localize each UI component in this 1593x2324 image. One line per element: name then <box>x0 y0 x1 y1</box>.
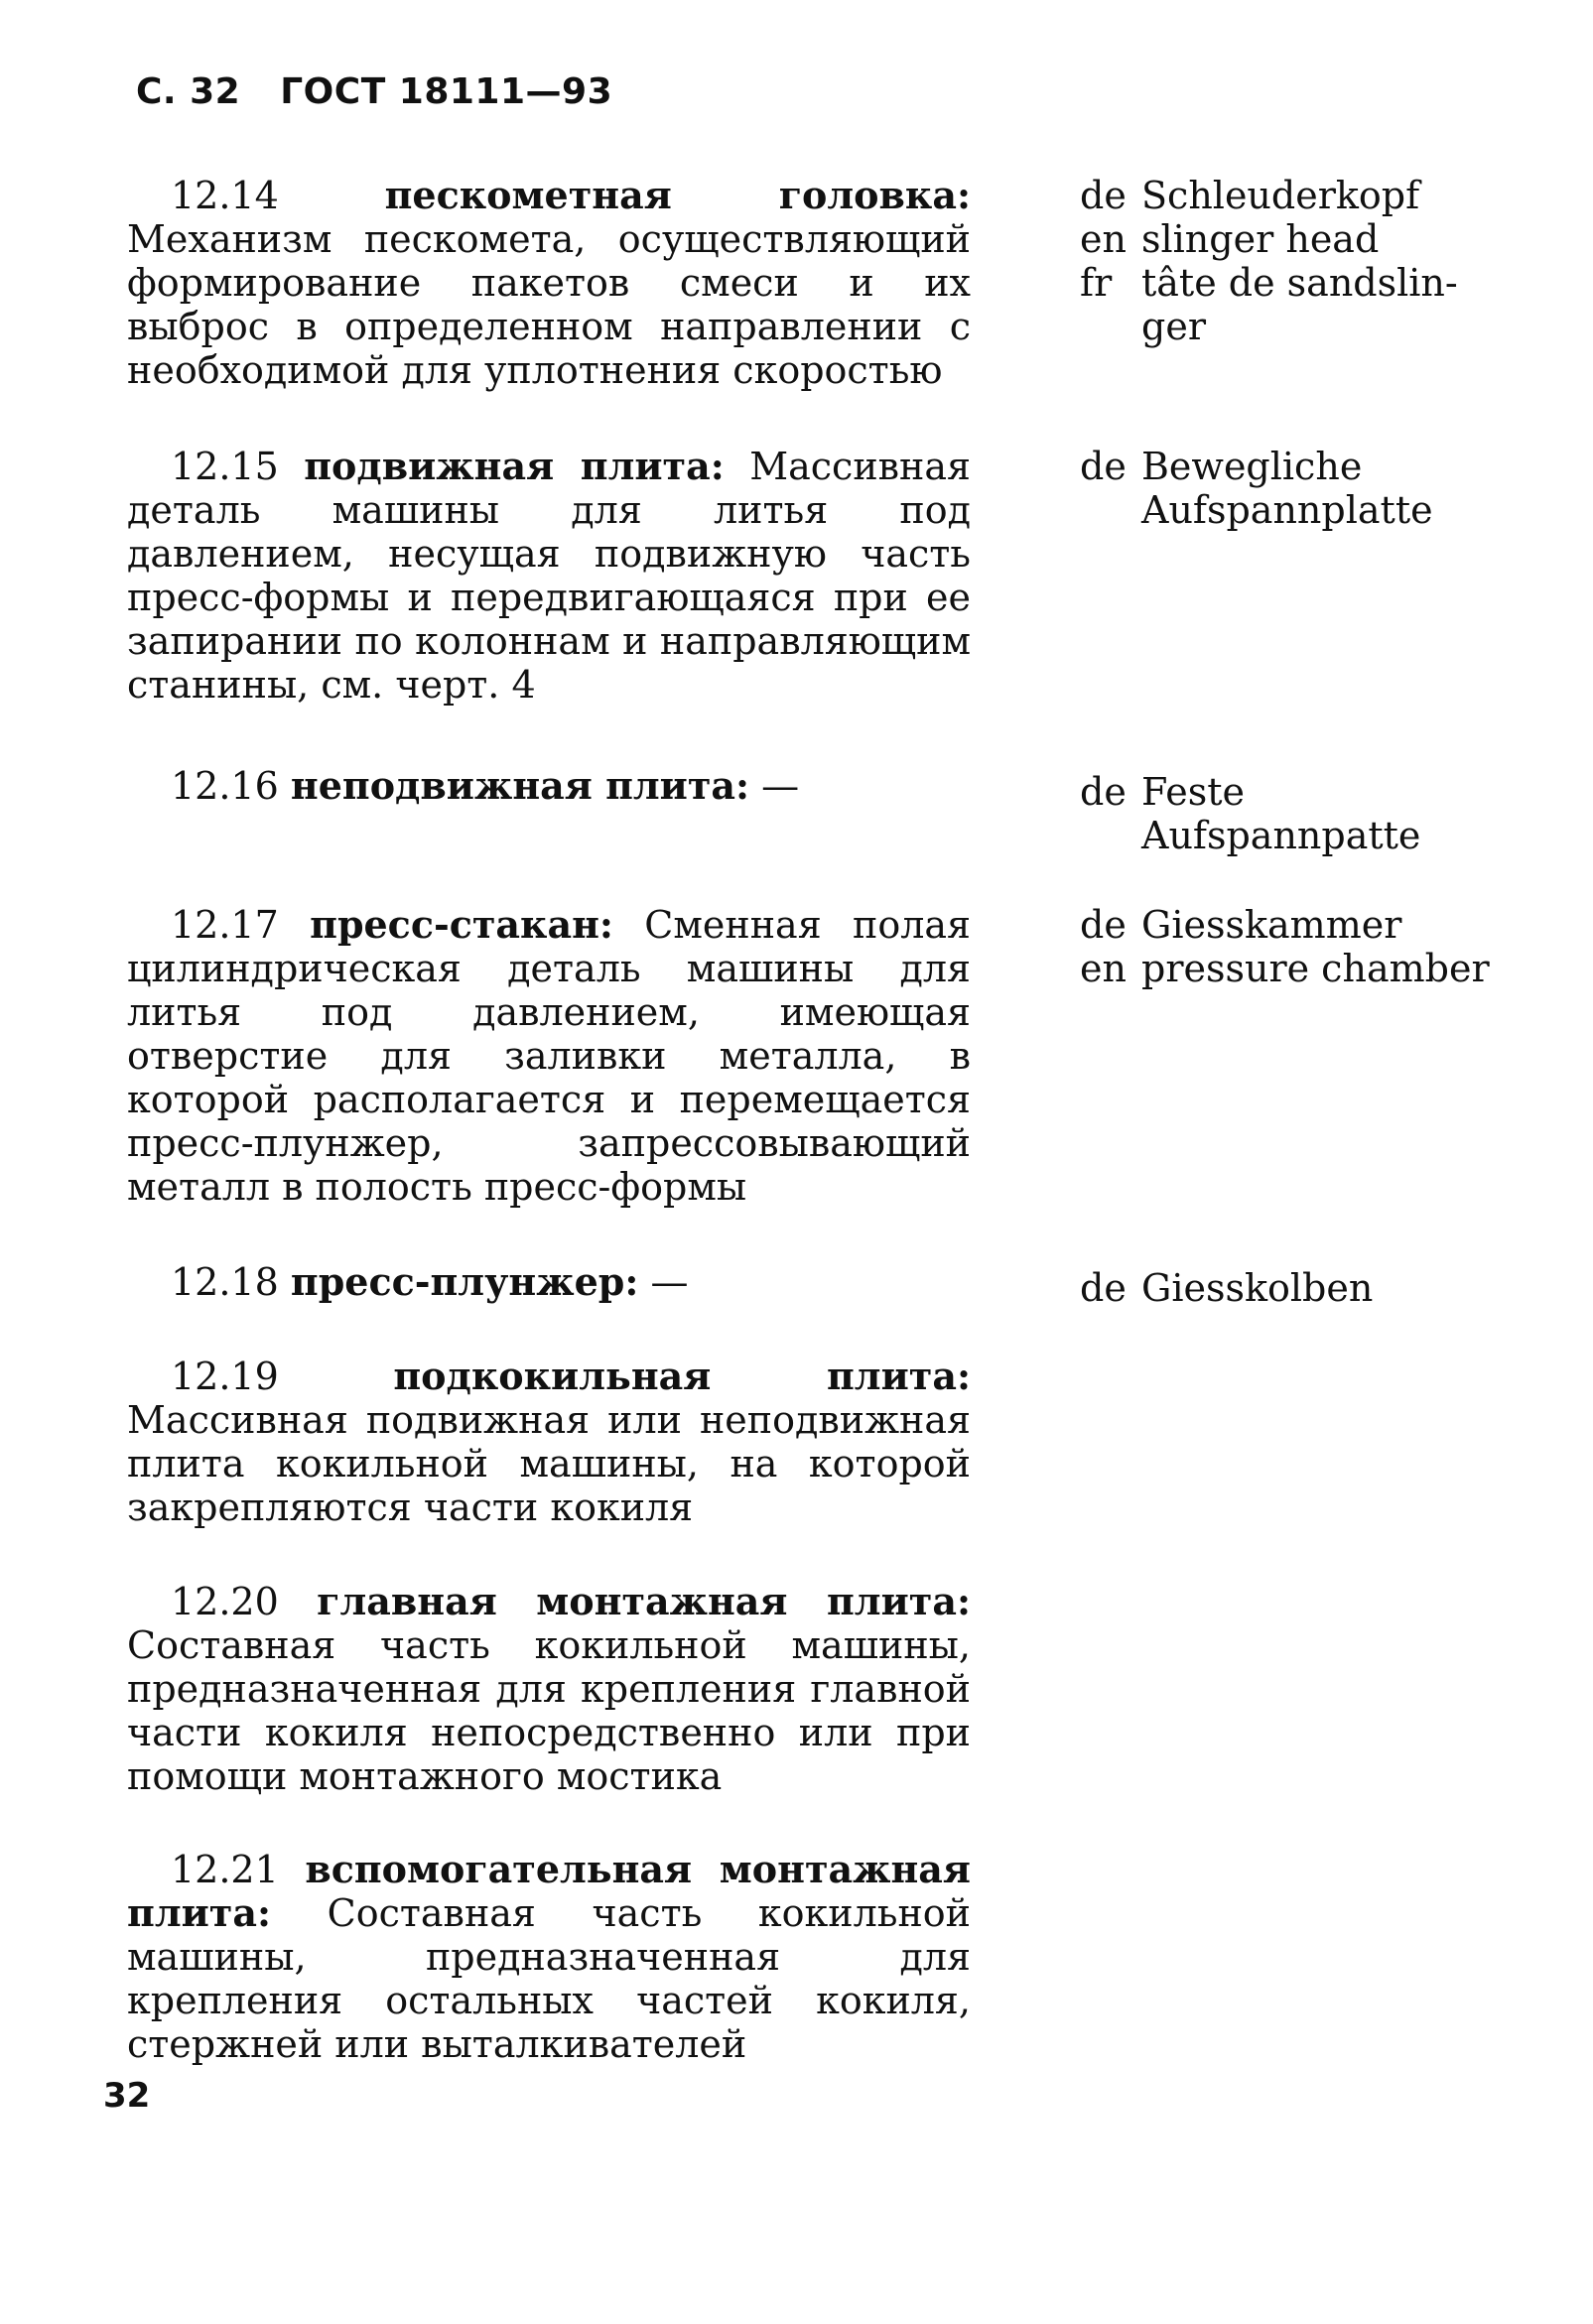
language-code: en <box>1080 947 1127 990</box>
equivalent-row <box>1080 217 1536 261</box>
definition-text: Составная часть кокильной машины, предназначенная для крепления остальных частей кокиля, стержней или выталкивателей <box>127 1891 971 2066</box>
equivalent-row <box>1080 947 1536 990</box>
language-code: fr <box>1080 261 1113 305</box>
term-name: главная монтажная плита: <box>317 1579 971 1623</box>
term-name: пресс-плунжер: <box>290 1259 639 1304</box>
foreign-equivalents <box>1080 1266 1536 1310</box>
equivalent-row <box>1080 261 1536 305</box>
foreign-equivalents <box>1080 903 1536 990</box>
term-number: 12.19 <box>171 1355 279 1398</box>
term-definition <box>127 1355 971 1529</box>
definition-text: Механизм пескомета, осуществляющий формирование пакетов смеси и их выброс в определенном направлении с необходимой для уплотнения скоростью <box>127 217 971 392</box>
term-number: 12.14 <box>171 174 279 217</box>
equivalent-term: Aufspannpatte <box>1141 814 1421 857</box>
equivalent-term: ger <box>1141 305 1206 348</box>
term-number: 12.16 <box>171 764 279 808</box>
equivalent-term: Giesskolben <box>1141 1266 1374 1310</box>
language-code: de <box>1080 903 1127 947</box>
term-definition <box>127 903 971 1209</box>
term-definition <box>127 1580 971 1798</box>
definition-text: Массивная деталь машины для литья под давлением, несущая подвижную часть пресс-формы и передвигающаяся при ее запирании по колоннам и направляющим станины, см. черт. 4 <box>127 445 971 707</box>
definition-text: — <box>749 764 800 808</box>
equivalent-row <box>1080 1266 1536 1310</box>
equivalent-row <box>1080 305 1536 348</box>
equivalent-row <box>1080 488 1536 532</box>
term-name: подкокильная плита: <box>393 1354 971 1398</box>
definition-text: Сменная полая цилиндрическая деталь машины для литья под давлением, имеющая отверстие для заливки металла, в которой располагается и перемещается пресс-плунжер, запрессовывающий металл в полость пресс-формы <box>127 903 971 1209</box>
foreign-equivalents <box>1080 174 1536 348</box>
term-number: 12.21 <box>171 1848 279 1891</box>
equivalent-term: Bewegliche <box>1141 445 1363 488</box>
term-definition <box>127 764 971 808</box>
term-name: пескометная головка: <box>384 173 971 217</box>
equivalent-term: Schleuderkopf <box>1141 174 1420 217</box>
equivalent-term: slinger head <box>1141 217 1380 261</box>
equivalent-term: tâte de sandslin- <box>1141 261 1458 305</box>
definition-text: Составная часть кокильной машины, предназначенная для крепления главной части кокиля непосредственно или при помощи монтажного мостика <box>127 1623 971 1798</box>
term-number: 12.18 <box>171 1260 279 1304</box>
page-label: С. 32 <box>136 71 241 112</box>
term-name: неподвижная плита: <box>290 763 750 808</box>
term-name: подвижная плита: <box>304 444 725 488</box>
term-definition <box>127 174 971 392</box>
language-code: de <box>1080 445 1127 488</box>
language-code: de <box>1080 1266 1127 1310</box>
equivalent-row <box>1080 814 1536 857</box>
term-name: пресс-стакан: <box>310 902 613 947</box>
equivalent-term: Feste <box>1141 770 1246 814</box>
term-number: 12.20 <box>171 1580 279 1623</box>
term-number: 12.17 <box>171 903 279 947</box>
equivalent-term: pressure chamber <box>1141 947 1490 990</box>
equivalent-term: Giesskammer <box>1141 903 1402 947</box>
definition-text: Массивная подвижная или неподвижная плита кокильной машины, на которой закрепляются части кокиля <box>127 1398 971 1529</box>
term-name: вспомогательная монтажная плита: <box>127 1847 971 1935</box>
term-definition <box>127 445 971 707</box>
language-code <box>1080 305 1141 348</box>
equivalent-row <box>1080 174 1536 217</box>
language-code: en <box>1080 217 1127 261</box>
term-number: 12.15 <box>171 445 279 488</box>
language-code: de <box>1080 770 1127 814</box>
equivalent-term: Aufspannplatte <box>1141 488 1433 532</box>
foreign-equivalents <box>1080 770 1536 857</box>
page-number: 32 <box>103 2076 151 2116</box>
equivalent-row <box>1080 903 1536 947</box>
language-code <box>1080 488 1141 532</box>
language-code <box>1080 814 1141 857</box>
equivalent-row <box>1080 770 1536 814</box>
page-header <box>136 71 612 112</box>
equivalent-row <box>1080 445 1536 488</box>
language-code: de <box>1080 174 1127 217</box>
term-definition <box>127 1260 971 1304</box>
standard-title: ГОСТ 18111—93 <box>280 71 613 112</box>
foreign-equivalents <box>1080 445 1536 532</box>
term-definition <box>127 1848 971 2066</box>
definition-text: — <box>638 1260 689 1304</box>
